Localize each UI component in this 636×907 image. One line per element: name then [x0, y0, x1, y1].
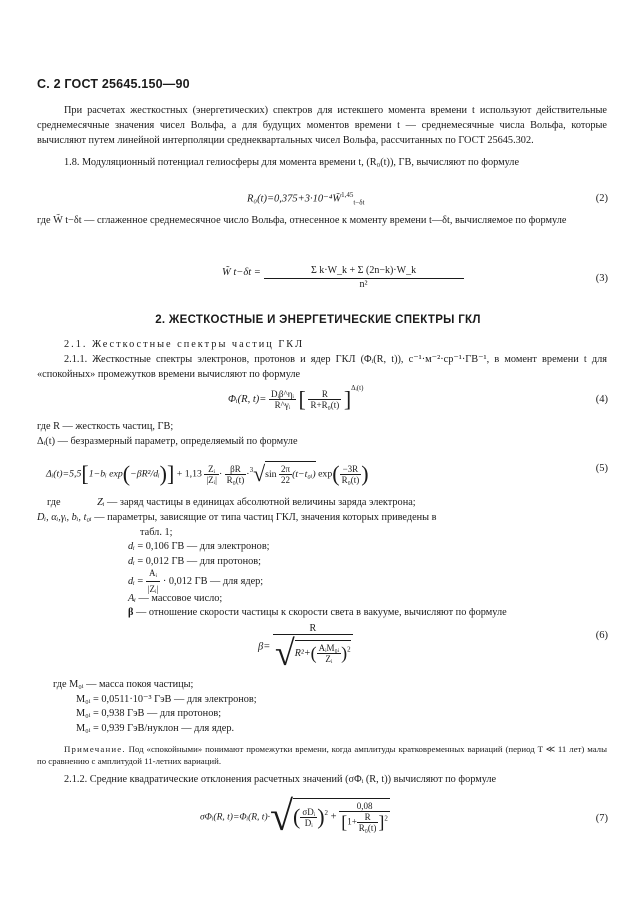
eq4-number: (4): [595, 394, 608, 405]
eq7-lhs: σΦᵢ(R, t)=Φᵢ(R, t)·: [200, 812, 270, 823]
mass-nuclei: M₀ᵢ = 0,939 ГэВ/нуклон — для ядер.: [76, 723, 235, 734]
equation-7: [200, 794, 390, 840]
eq4-frac2-den: R+R₀(t): [310, 400, 340, 411]
eq5-close-paren: ): [159, 461, 167, 486]
eq3-denominator: n²: [359, 279, 368, 290]
eq4-lhs: Φᵢ(R, t)=: [228, 394, 267, 405]
eq7-square-1: 2: [324, 808, 329, 817]
mass-electron: M₀ᵢ = 0,0511·10⁻³ ГэВ — для электронов;: [76, 694, 257, 705]
def-where: где: [47, 497, 61, 508]
equation-4: [228, 384, 363, 413]
eq5-open-paren: (: [122, 461, 131, 486]
eq5-frac-z-num: Zᵢ: [204, 464, 219, 475]
eq7-frac2-num: 0,08: [339, 801, 390, 812]
paragraph-1-8: 1.8. Модуляционный потенциал гелиосферы для момента времени t, (R₀(t)), ГВ, вычисляют по формуле: [64, 157, 520, 168]
eq7-close-paren: ): [317, 804, 325, 829]
eq6-inner-num: AᵢM₀ᵢ: [318, 642, 340, 653]
eq5-radicand: [265, 461, 315, 485]
eq5-frac-exp-num: −3R: [340, 464, 362, 475]
eq7-den-close: ]: [378, 812, 385, 832]
eq7-radicand: [293, 798, 390, 833]
def-symbol: Aᵢ: [128, 593, 136, 604]
eq6-inner: R²+: [294, 647, 311, 659]
eq6-square: 2: [347, 644, 351, 653]
eq5-coef: + 1,13: [176, 468, 202, 480]
eq7-open-paren: (: [293, 804, 301, 829]
note: [37, 743, 607, 767]
eq5-frac-br-den: R₀(t): [226, 474, 245, 485]
eq2-var: W̃: [332, 193, 342, 205]
def-row-table: табл. 1;: [140, 527, 173, 538]
eq7-frac1-num: σDᵢ: [302, 806, 316, 817]
page-header: С. 2 ГОСТ 25645.150—90: [37, 77, 190, 91]
eq5-time: (t−t₀ᵢ): [292, 468, 316, 480]
eq7-frac1-den: Dᵢ: [304, 817, 313, 828]
def-text: — заряд частицы в единицах абсолютной величины заряда электрона;: [104, 497, 416, 508]
def-row-zi: [47, 495, 416, 510]
eq5-exp-open: (: [332, 461, 340, 486]
mass-proton: M₀ᵢ = 0,938 ГэВ — для протонов;: [76, 708, 222, 719]
intro-paragraph: При расчетах жесткостных (энергетических) спектров для истекшего момента времени t используют действительные среднемесячные значения чисел Вольфа, а для будущих моментов времени t — среднемесячные числа Вольфа, которые вычисляют путем линейной интерполяции среднеквартальных чисел Вольфа, рассчитанных по ГОСТ 25645.302.: [37, 105, 607, 146]
eq5-sin: sin: [265, 468, 277, 480]
eq6-radicand: [295, 640, 351, 664]
def-row-beta: [128, 605, 606, 620]
note-text: Под «спокойными» понимают промежутки времени, когда амплитуды кратковременных вариаций (период T ≪ 11 лет) малы по сравнению с амплитудой 11-летних вариаций.: [37, 744, 607, 766]
eq5-open-bracket: [: [81, 461, 89, 486]
eq5-exp-close: ): [361, 461, 369, 486]
def-symbol: dᵢ: [128, 575, 135, 587]
eq5-root-index: 3: [249, 465, 254, 474]
eq2-lhs: R₀(t)=0,375+3·10⁻⁴: [247, 193, 333, 205]
paragraph-2-1-2: 2.1.2. Средние квадратические отклонения расчетных значений (σΦᵢ (R, t)) вычисляют по формуле: [64, 774, 497, 785]
eq2-number: (2): [595, 193, 608, 204]
subsection-2-1: 2.1. Жесткостные спектры частиц ГКЛ: [64, 339, 305, 350]
where-eq4-b: Δᵢ(t) — безразмерный параметр, определяемый по формуле: [37, 436, 298, 447]
def-row-params: [37, 510, 437, 525]
eq6-inner-den: Zᵢ: [325, 653, 333, 664]
def-symbol: Zᵢ: [97, 497, 105, 508]
eq7-plus: +: [330, 811, 337, 823]
eq6-num: R: [273, 623, 353, 635]
eq4-exponent: Δᵢ(t): [351, 384, 364, 392]
eq3-lhs: W̃ t−δt =: [222, 266, 261, 278]
eq6-inner-frac: [317, 643, 342, 664]
where-eq2: где W̃ t−δt — сглаженное среднемесячное число Вольфа, отнесенное к моменту времени t—δt, вычисляемое по формуле: [37, 215, 567, 226]
def-symbol: Dᵢ, αᵢ,γᵢ, bᵢ, t₀ᵢ: [37, 512, 92, 523]
mass-def: где M₀ᵢ — масса покоя частицы;: [53, 679, 194, 690]
eq5-term1: 1−bᵢ exp: [88, 468, 123, 480]
eq6-fraction: [273, 623, 353, 671]
eq2-sup: 1,45: [341, 191, 354, 199]
eq5-frac-z: [204, 464, 219, 485]
eq7-den-open: [: [341, 812, 348, 832]
section-2-title: 2. ЖЕСТКОСТНЫЕ И ЭНЕРГЕТИЧЕСКИЕ СПЕКТРЫ ГКЛ: [155, 314, 481, 326]
def-symbol: dᵢ: [128, 556, 135, 567]
eq7-frac2-den: [339, 812, 390, 833]
def-symbol: β: [128, 607, 134, 618]
eq5-frac-br-num: βR: [225, 464, 247, 475]
eq6-root-sign: √: [274, 633, 295, 673]
eq4-frac1-num: Dᵢβ^ηᵢ: [270, 389, 294, 400]
eq6-close-paren: ): [341, 642, 348, 663]
def-text: — массовое число;: [135, 593, 223, 604]
eq5-root-sign: √: [253, 461, 266, 486]
def-text: · 0,012 ГВ — для ядер;: [160, 575, 264, 587]
eq5-lhs: Δᵢ(t)=5,5: [46, 468, 82, 480]
where-eq4-a: где R — жесткость частиц, ГВ;: [37, 421, 174, 432]
eq4-frac1-den: R^γᵢ: [274, 400, 291, 411]
eq7-den-one: 1+: [347, 816, 357, 827]
def-text: — отношение скорости частицы к скорости света в вакууме, вычисляют по формуле: [133, 607, 507, 618]
eq7-den-frac-den: R₀(t): [358, 823, 377, 833]
eq3-fraction: [264, 255, 464, 290]
def-row-d-nuclei: dᵢ = $\frac{\text{Aᵢ}}{\text{|Zᵢ|}}$ · 0,012 ГВ — для ядер;: [128, 566, 263, 597]
eq4-fraction-1: [269, 389, 296, 410]
eq5-frac-z-den: |Zᵢ|: [206, 474, 217, 485]
note-label: Примечание.: [64, 744, 126, 754]
eq7-number: (7): [595, 813, 608, 824]
eq6-den: [273, 635, 353, 671]
equation-5: Δᵢ(t)=5,5[1−bᵢ exp(−βR²/dᵢ)] + 1,13 $\frac{\text{Zᵢ}}{\text{|Zᵢ|}}$ · $\frac{\beta R}{\text{R₀(t)}}$ ·$^3$√sin $\frac{2\pi}{22}$ (t−t₀ᵢ) exp( $\frac{-3R}{\text{R₀(t)}}$ ): [46, 456, 369, 492]
def-frac-den: |Zᵢ|: [147, 584, 159, 594]
eq5-exp: exp: [318, 468, 333, 480]
eq7-square-2: 2: [384, 814, 388, 823]
eq4-open-bracket: [: [298, 386, 306, 412]
eq5-frac-pi-den: 22: [281, 474, 291, 485]
eq5-close-bracket: ]: [167, 461, 175, 486]
eq5-number: (5): [595, 463, 608, 474]
eq4-fraction-2: [308, 389, 341, 410]
eq4-close-bracket: ]: [343, 386, 352, 412]
def-frac-num: Aᵢ: [146, 566, 161, 582]
equation-3: [222, 255, 464, 290]
eq5-frac-br: [225, 464, 247, 485]
paragraph-2-1-1: 2.1.1. Жесткостные спектры электронов, протонов и ядер ГКЛ (Φᵢ(R, t)), с⁻¹·м⁻²·ср⁻¹·ГВ⁻¹, в момент времени t для «спокойных» промежутков времени вычисляют по формуле: [37, 354, 607, 380]
eq2-sub: t−δt: [353, 198, 365, 207]
def-row-d-electron: [128, 539, 270, 554]
def-text: = 0,012 ГВ — для протонов;: [134, 556, 261, 567]
def-symbol: dᵢ: [128, 541, 135, 552]
def-text: = 0,106 ГВ — для электронов;: [134, 541, 270, 552]
eq5-frac-exp-den: R₀(t): [341, 474, 360, 485]
eq5-frac-pi-num: 2π: [281, 463, 291, 474]
eq7-root-sign: √: [269, 794, 294, 840]
def-row-a: [128, 591, 222, 606]
eq5-term1-arg: −βR²/dᵢ: [130, 468, 160, 480]
equation-2: [247, 191, 364, 207]
equation-6: [258, 623, 353, 671]
eq5-frac-pi: [279, 464, 292, 485]
eq5-frac-exp: [340, 464, 362, 485]
eq4-frac2-num: R: [308, 389, 341, 400]
eq6-number: (6): [595, 630, 608, 641]
eq3-numerator: Σ k·W_k + Σ (2n−k)·W_k: [264, 255, 464, 279]
eq7-frac2: [339, 801, 390, 833]
eq6-lhs: β=: [258, 641, 271, 653]
eq3-number: (3): [595, 273, 608, 284]
eq7-den-frac: [357, 812, 379, 833]
def-text: — параметры, зависящие от типа частиц ГКЛ, значения которых приведены в: [91, 512, 437, 523]
eq6-open-paren: (: [310, 642, 317, 663]
eq7-den-frac-num: R: [357, 812, 379, 823]
eq7-frac1: [300, 807, 317, 828]
